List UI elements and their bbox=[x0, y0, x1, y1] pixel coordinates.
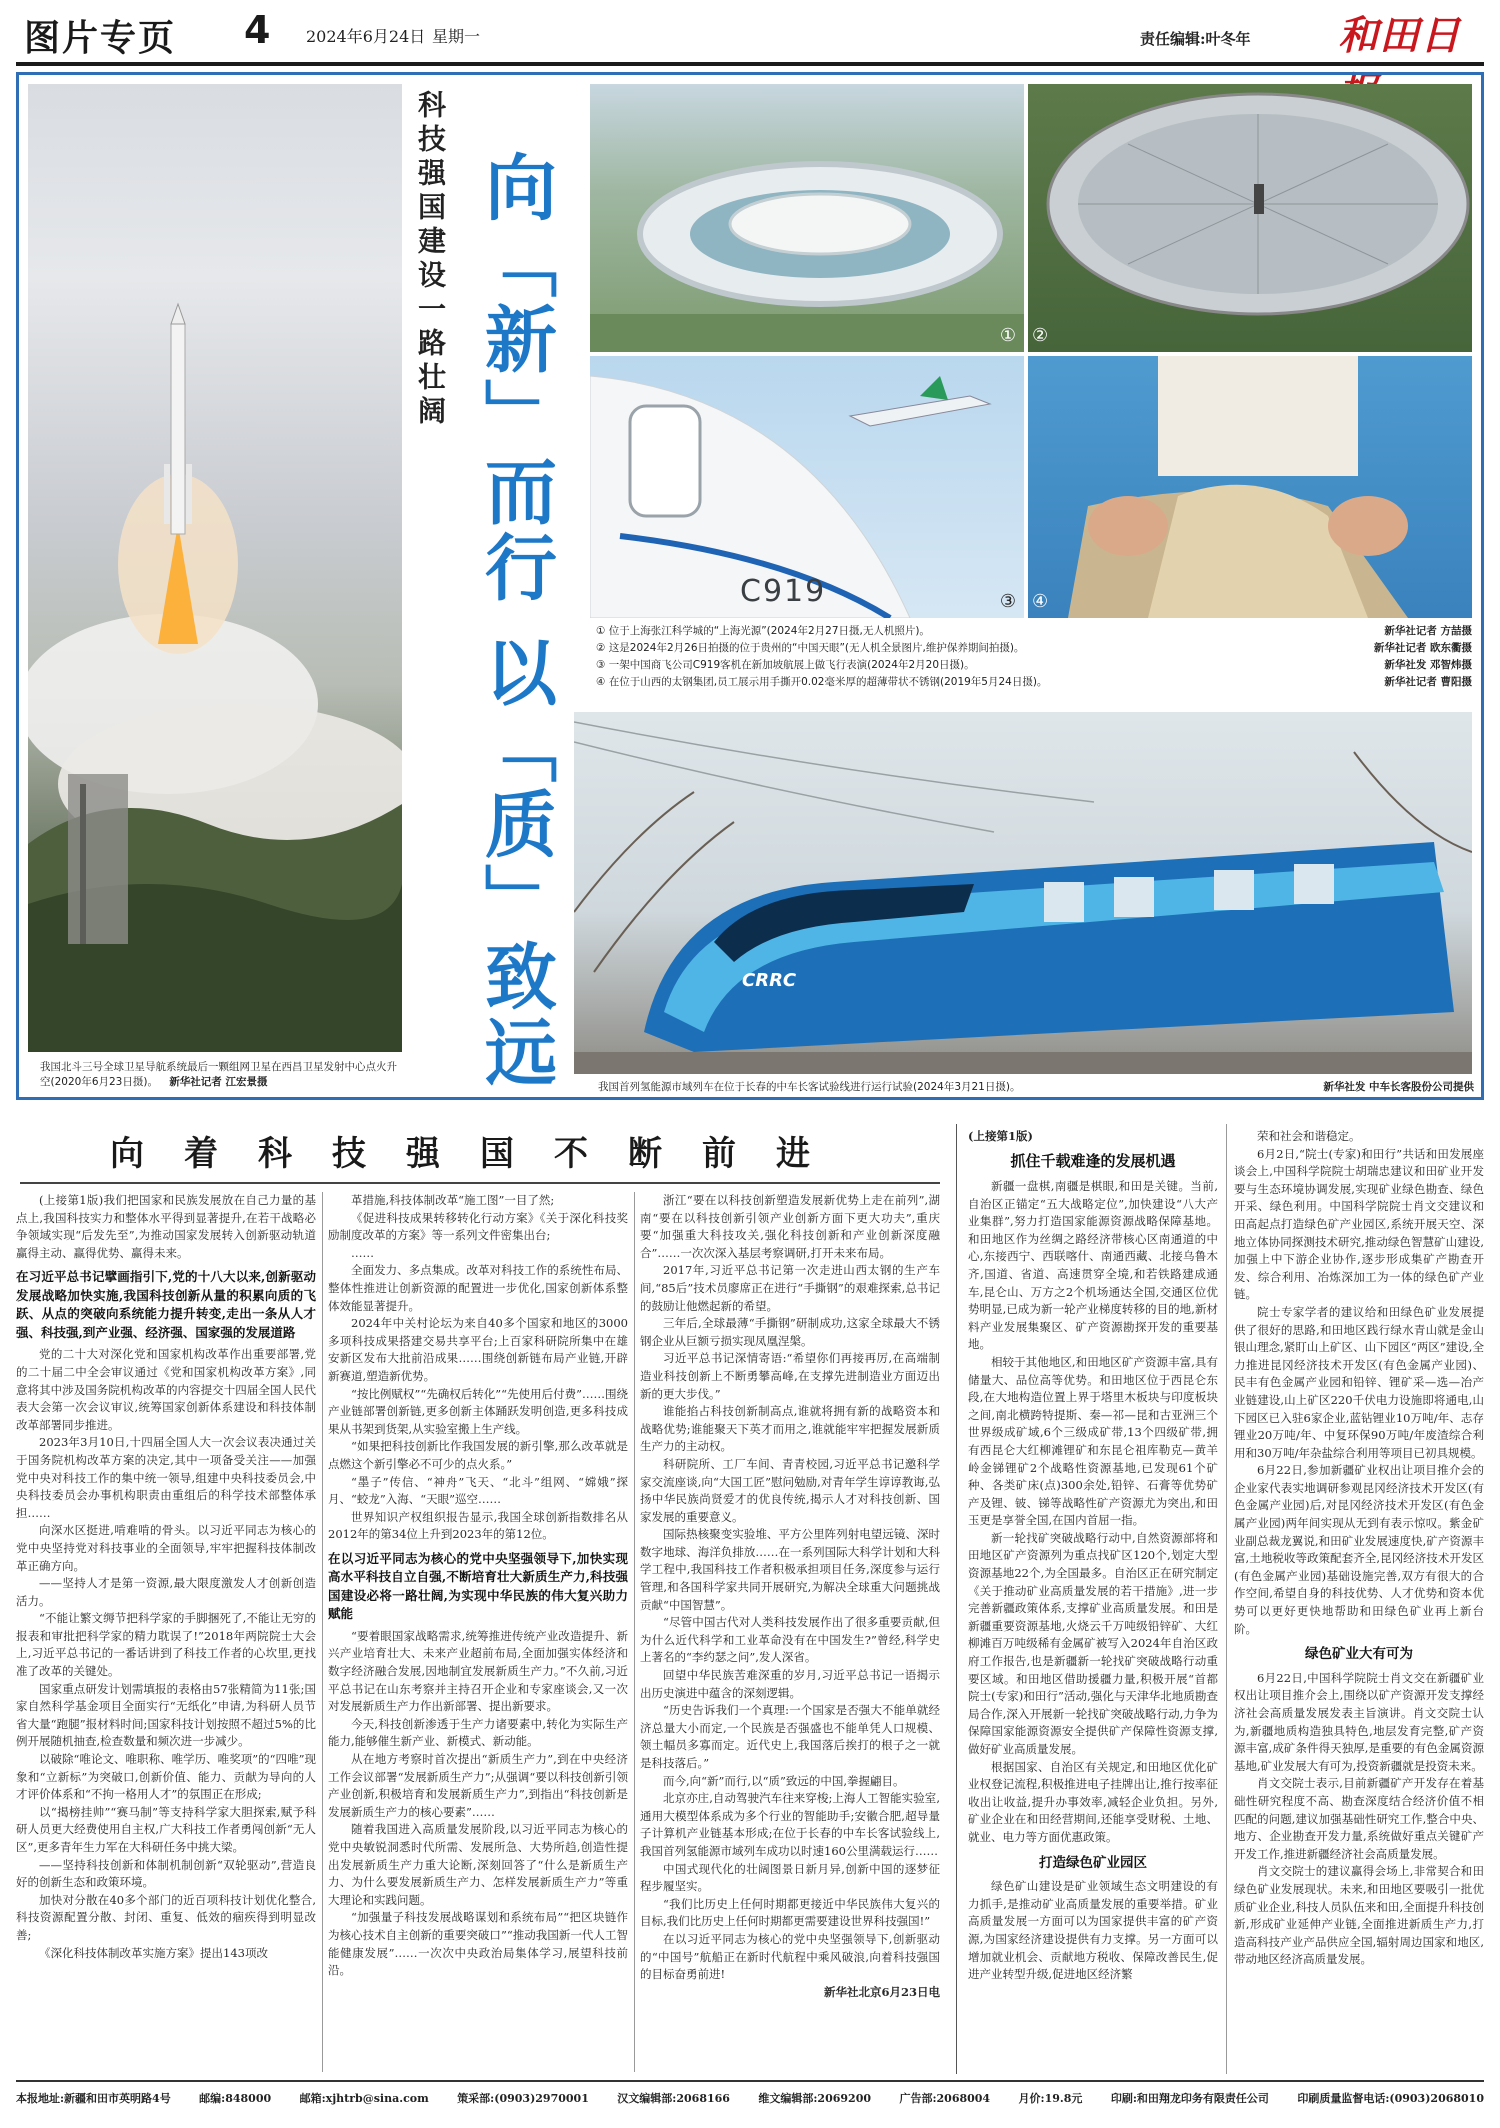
side-title: 科技强国建设一路壮阔 bbox=[414, 90, 447, 430]
paragraph: 2023年3月10日,十四届全国人大一次会议表决通过关于国务院机构改革方案的决定,其中一项备受关注——加强党中央对科技工作的集中统一领导,组建中央科技委员会,中央科技委员会办事机构职责由重组后的科学技术部整体承担…… bbox=[16, 1435, 316, 1520]
subheading: 在习近平总书记擘画指引下,党的十八大以来,创新驱动发展战略加快实施,我国科技创新从量的积累向质的飞跃、从点的突破向系统能力提升转变,走出一条从人才强、科技强,到产业强、经济强、国家强的发展道路 bbox=[16, 1269, 316, 1340]
column-divider bbox=[634, 1192, 635, 2072]
photo-hand-torn-steel bbox=[1028, 356, 1472, 618]
paragraph: 新一轮找矿突破战略行动中,自然资源部将和田地区矿产资源列为重点找矿区120个,划定大型资源基地22个,为全国最多。自治区正在研究制定《关于推动矿业高质量发展的若干措施》,进一步完善新疆政策体系,支撑矿业高质量发展。和田是新疆重要资源基地,火烧云千万吨级铅锌矿、大红柳滩百万吨级稀有金属矿被写入2024年自治区政府工作报告,也是新疆新一轮找矿突破战略行动重要区域。和田地区借助援疆力量,积极开展“首都院士(专家)和田行”活动,强化与天津华北地质勘查局合作,深入开展新一轮找矿突破战略行动,力争为保障国家能源资源安全提供矿产保障性资源支撑,做好矿业高质量发展。 bbox=[968, 1530, 1218, 1756]
paragraph: 加快对分散在40多个部门的近百项科技计划优化整合,科技资源配置分散、封闭、重复、低效的痼疾得到明显改善; bbox=[16, 1892, 316, 1942]
paragraph: “按比例赋权”“先确权后转化”“先使用后付费”……围绕产业链部署创新链,更多创新主体踊跃发明创造,更多科技成果从书架到货架,从实验室搬上生产线。 bbox=[328, 1386, 628, 1436]
newspaper-logo: 和田日 bbox=[1338, 12, 1461, 59]
paragraph: “尽管中国古代对人类科技发展作出了很多重要贡献,但为什么近代科学和工业革命没有在中国发生?”曾经,科学史上著名的“李约瑟之问”,发人深省。 bbox=[640, 1615, 940, 1665]
footer-item: 本报地址:新疆和田市英明路4号 bbox=[16, 2092, 171, 2105]
paragraph: “我们比历史上任何时期都更接近中华民族伟大复兴的目标,我们比历史上任何时期都更需要建设世界科技强国!” bbox=[640, 1896, 940, 1929]
paragraph: ——坚持人才是第一资源,最大限度激发人才创新创造活力。 bbox=[16, 1576, 316, 1608]
paragraph: (上接第1版)我们把国家和民族发展放在自己力量的基点上,我国科技实力和整体水平得到显著提升,在若干战略必争领域实现“后发先至”,为推动国家发展转入创新驱动轨道赢得主动、赢得优势、赢得未来。 bbox=[16, 1193, 316, 1260]
paragraph: 荣和社会和谐稳定。 bbox=[1257, 1129, 1361, 1143]
caption-row-2: ② 这是2024年2月26日拍摄的位于贵州的“中国天眼”(无人机全景图片,维护保养期间拍摄)。 新华社记者 欧东衢摄 bbox=[596, 642, 1472, 654]
caption-text-4: 在位于山西的太钢集团,员工展示用手撕开0.02毫米厚的超薄带状不锈钢(2019年5月24日摄)。 bbox=[608, 676, 1048, 688]
paragraph: 肖文交院士的建议赢得会场上,非常契合和田绿色矿业发展现状。未来,和田地区要吸引一批优质矿业企业,科技人员队伍来和田,全面提升科技创新,形成矿业延伸产业链,全面推进新质生产力,打造高科技产业产品供应全国,辐射周边国家和地区,带动地区经济高质量发展。 bbox=[1234, 1864, 1484, 1967]
caption-credit-4: 新华社记者 曹阳摄 bbox=[1384, 676, 1472, 688]
subheading: 在以习近平同志为核心的党中央坚强领导下,加快实现高水平科技自立自强,不断培育壮大新质生产力,科技强国建设必将一路壮阔,为实现中华民族的伟大复兴助力赋能 bbox=[328, 1550, 628, 1622]
issue-date: 2024年6月24日 bbox=[306, 27, 426, 46]
header-rule bbox=[16, 62, 1484, 66]
footer-item: 策采部:(0903)2970001 bbox=[457, 2092, 589, 2105]
paragraph: 绿色矿山建设是矿业领域生态文明建设的有力抓手,是推动矿业高质量发展的重要举措。矿业高质量发展一方面可以为国家提供丰富的矿产资源,为国家经济建设提供有力支撑。另一方面可以增加就业机会、贡献地方税收、保障改善民生,促进产业转型升级,促进地区经济繁 bbox=[968, 1879, 1218, 1982]
footer-item: 维文编辑部:2069200 bbox=[758, 2092, 872, 2105]
article1-title: 向着科技强国不断前进 bbox=[110, 1134, 850, 1174]
article2-title: 抓住千载难逢的发展机遇 bbox=[1010, 1152, 1176, 1170]
paragraph: 革措施,科技体制改革“施工图”一目了然; bbox=[351, 1193, 555, 1207]
editor: 责任编辑:叶冬年 bbox=[1140, 30, 1251, 48]
paragraph: 国家重点研发计划需填报的表格由57张精简为11张;国家自然科学基金项目全面实行“无纸化”申请,为科研人员节省大量“跑腿”报材料时间;国家科技计划按照不超过5%的比例开展随机抽查,检查数量和频次进一步减少。 bbox=[16, 1681, 316, 1749]
footer-item: 印刷:和田翔龙印务有限责任公司 bbox=[1110, 2092, 1269, 2105]
paragraph: 全面发力、多点集成。改革对科技工作的系统性布局、整体性推进让创新资源的配置进一步优化,国家创新体系整体效能显著提升。 bbox=[328, 1263, 628, 1313]
paragraph: 谁能掐占科技创新制高点,谁就将拥有新的战略资本和战略优势;谁能聚天下英才而用之,谁就能牢牢把握发展新质生产力的主动权。 bbox=[640, 1404, 940, 1454]
paragraph: 《深化科技体制改革实施方案》提出143项改 bbox=[39, 1945, 268, 1960]
caption-text-3: 一架中国商飞公司C919客机在新加坡航展上做飞行表演(2024年2月20日摄)。 bbox=[608, 659, 975, 671]
page-footer bbox=[16, 2090, 1484, 2114]
footer-item: 邮箱:xjhtrb@sina.com bbox=[299, 2092, 429, 2105]
caption-credit-2: 新华社记者 欧东衢摄 bbox=[1373, 642, 1472, 654]
paragraph: 国际热核聚变实验堆、平方公里阵列射电望远镜、深时数字地球、海洋负排放……在一系列国际大科学计划和大科学工程中,我国科技工作者积极承担项目任务,深度参与运行管理,和各国科学家共同开展研究,为解决全球重大问题挑战贡献“中国智慧”。 bbox=[640, 1527, 940, 1612]
caption-text-2: 这是2024年2月26日拍摄的位于贵州的“中国天眼”(无人机全景图片,维护保养期间拍摄)。 bbox=[608, 642, 1025, 654]
article1-col3 bbox=[640, 1192, 940, 2072]
paragraph: 以“揭榜挂帅”“赛马制”等支持科学家大胆探索,赋予科研人员更大经费使用自主权,广大科技工作者勇闯创新“无人区”,更多青年生力军在大科研任务中挑大梁。 bbox=[16, 1804, 316, 1854]
footer-item: 广告部:2068004 bbox=[899, 2092, 991, 2105]
paragraph: “不能让繁文缛节把科学家的手脚捆死了,不能让无穷的报表和审批把科学家的精力耽误了!”2018年两院院士大会上,习近平总书记的一番话讲到了科技工作者的心坎里,更找准了改革的关键处。 bbox=[16, 1611, 316, 1679]
photo-hydrogen-train bbox=[574, 712, 1472, 1074]
paragraph: …… bbox=[351, 1245, 374, 1260]
photo-captions bbox=[596, 624, 1472, 692]
photo-number-4: ④ bbox=[1032, 591, 1049, 612]
caption-row-4: ④ 在位于山西的太钢集团,员工展示用手撕开0.02毫米厚的超薄带状不锈钢(2019年5月24日摄)。 新华社记者 曹阳摄 bbox=[596, 676, 1472, 688]
column-divider bbox=[956, 1124, 957, 2074]
photo-number-1: ① bbox=[999, 325, 1016, 346]
paragraph: 中国式现代化的壮阔图景日新月异,创新中国的逐梦征程步履坚实。 bbox=[640, 1861, 940, 1894]
article2-col2 bbox=[1234, 1128, 1484, 2072]
paragraph: 北京亦庄,自动驾驶汽车往来穿梭;上海人工智能实验室,通用大模型体系成为多个行业的智能助手;安徽合肥,超导量子计算机产业链基本形成;在位于长春的中车长客试验线上,我国首列氢能源市域列车成功以时速160公里满载运行…… bbox=[640, 1791, 940, 1858]
footer-item: 邮编:848000 bbox=[199, 2092, 272, 2105]
section-heading: 打造绿色矿业园区 bbox=[1039, 1854, 1147, 1871]
paragraph: 新疆一盘棋,南疆是棋眼,和田是关键。当前,自治区正锚定“五大战略定位”,加快建设“八大产业集群”,努力打造国家能源资源战略保障基地。和田地区作为丝绸之路经济带核心区南通道的中心,东接西宁、西联喀什、南通西藏、北接乌鲁木齐,国道、省道、高速贯穿全境,和若铁路建成通车,昆仑山、万方之2个机场通达全国,交通区位优势明显,已成为新一轮产业梯度转移的目的地,新材料产业发展集聚区、矿产资源勘探开发的重要基地。 bbox=[968, 1179, 1218, 1352]
paragraph: 相较于其他地区,和田地区矿产资源丰富,具有储量大、品位高等优势。和田地区位于西昆仑东段,在大地构造位置上界于塔里木板块与印度板块之间,南北横跨特提斯、秦—祁—昆和古亚洲三个世界级成矿域,6个三级成矿带,13个四级矿带,拥有西昆仑大红柳滩锂矿和东昆仑祖库勒克—黄羊岭金锑锂矿2个战略性资源基地,已发现61个矿种、各类矿床(点)300余处,铅锌、石膏等优势矿产及锂、铍、锑等战略性矿产资源尤为突出,和田玉更是享誉全国,在国内首屈一指。 bbox=[968, 1354, 1218, 1528]
page-number: 4 bbox=[244, 8, 271, 52]
paragraph: “如果把科技创新比作我国发展的新引擎,那么改革就是点燃这个新引擎必不可少的点火系。” bbox=[328, 1439, 628, 1471]
photo-c919 bbox=[590, 356, 1024, 618]
rocket-photo bbox=[28, 84, 402, 1052]
paragraph: 习近平总书记深情寄语:“希望你们再接再厉,在高端制造业科技创新上不断勇攀高峰,在支撑先进制造业方面迈出新的更大步伐。” bbox=[640, 1351, 940, 1401]
caption-credit-3: 新华社发 邓智炜摄 bbox=[1384, 659, 1472, 671]
main-title: 向「新」而行 以「质」致远 bbox=[473, 150, 558, 1092]
paragraph: 根据国家、自治区有关规定,和田地区优化矿业权登记流程,积极推进电子挂牌出让,推行按率征收出让收益,提升办事效率,减轻企业负担。另外,矿业企业在和田经营期间,还能享受财税、土地、就业、电力等方面优惠政策。 bbox=[968, 1759, 1218, 1844]
paragraph: 2017年,习近平总书记第一次走进山西太钢的生产车间,“85后”技术员廖席正在进行“手撕钢”的艰难探索,总书记的鼓励让他燃起新的希望。 bbox=[640, 1263, 940, 1313]
photo-shanghai-light-source bbox=[590, 84, 1024, 352]
paragraph: “墨子”传信、“神舟”飞天、“北斗”组网、“嫦娥”探月、“蛟龙”入海、“天眼”巡空…… bbox=[328, 1474, 628, 1507]
train-caption-text: 我国首列氢能源市域列车在位于长春的中车长客试验线进行运行试验(2024年3月21日摄)。 bbox=[598, 1081, 1021, 1093]
paragraph: 随着我国进入高质量发展阶段,以习近平同志为核心的党中央敏锐洞悉时代所需、发展所急、大势所趋,创造性提出发展新质生产力重大论断,深刻回答了“什么是新质生产力、为什么要发展新质生产力、怎样发展新质生产力”等重大理论和实践问题。 bbox=[328, 1822, 628, 1907]
page-header bbox=[0, 0, 1500, 62]
paragraph: 而今,向“新”而行,以“质”致远的中国,拳握翩目。 bbox=[663, 1773, 905, 1788]
weekday: 星期一 bbox=[432, 27, 481, 46]
column-divider bbox=[322, 1192, 323, 2072]
train-credit: 新华社发 中车长客股份公司提供 bbox=[1323, 1081, 1474, 1093]
paragraph: 党的二十大对深化党和国家机构改革作出重要部署,党的二十届二中全会审议通过《党和国家机构改革方案》,同意将其中涉及国务院机构改革的内容提交十四届全国人民代表大会第一次会议审议,统筹国家创新体系建设和科技体制改革部署同步推进。 bbox=[16, 1347, 316, 1432]
dateline: 新华社北京6月23日电 bbox=[823, 1984, 940, 1999]
footer-item: 月价:19.8元 bbox=[1018, 2092, 1083, 2105]
caption-text-1: 位于上海张江科学城的“上海光源”(2024年2月27日摄,无人机照片)。 bbox=[608, 625, 930, 637]
paragraph: 向深水区挺进,啃难啃的骨头。以习近平同志为核心的党中央坚持党对科技事业的全面领导,牢牢把握科技体制改革正确方向。 bbox=[16, 1523, 316, 1573]
paragraph: 浙江“要在以科技创新塑造发展新优势上走在前列”,湖南“要在以科技创新引领产业创新方面下更大功夫”,重庆要“加强重大科技攻关,强化科技创新和产业创新深度融合”……一次次深入基层考察调研,打开未来布局。 bbox=[640, 1193, 940, 1260]
footer-item: 印刷质量监督电话:(0903)2068010 bbox=[1297, 2092, 1484, 2105]
paragraph: 肖文交院士表示,目前新疆矿产开发存在着基础性研究程度不高、勘查深度结合经济价值不相匹配的问题,建议加强基础性研究工作,整合中央、地方、企业勘查开发力量,系统做好重点关键矿产开发工作,推进新疆经济社会高质量发展。 bbox=[1234, 1776, 1484, 1861]
article2-col1 bbox=[968, 1178, 1218, 2072]
caption-row-1: ① 位于上海张江科学城的“上海光源”(2024年2月27日摄,无人机照片)。 新华社记者 方喆摄 bbox=[596, 625, 1472, 637]
rocket-caption bbox=[40, 1060, 400, 1090]
train-caption bbox=[598, 1080, 1474, 1095]
photo-number-2: ② bbox=[1032, 325, 1049, 346]
paragraph: 从在地方考察时首次提出“新质生产力”,到在中央经济工作会议部署“发展新质生产力”;从强调“要以科技创新引领产业创新,积极培育和发展新质生产力”,到指出“科技创新是发展新质生产力的核心要素”…… bbox=[328, 1752, 628, 1819]
paragraph: ——坚持科技创新和体制机制创新“双轮驱动”,营造良好的创新生态和政策环境。 bbox=[16, 1857, 316, 1890]
paragraph: 6月2日,“院士(专家)和田行”共话和田发展座谈会上,中国科学院院士胡瑞忠建议和田矿业开发要与生态环境协调发展,实现矿业绿色勘查、绿色开采、绿色利用。中国科学院院士肖文交建议和田高起点打造绿色矿产业园区,系统开展天空、深地立体协同探测技术研究,推动绿色智慧矿山建设,加强上中下游企业协作,逐步形成集矿产勘查开发、综合利用、冶炼深加工为一体的绿色矿产业链。 bbox=[1234, 1146, 1484, 1302]
paragraph: 6月22日,中国科学院院士肖文交在新疆矿业权出让项目推介会上,围绕以矿产资源开发支撑经济社会高质量发展发表主旨演讲。肖文交院士认为,新疆地质构造独具特色,地层发育完整,矿产资源丰富,成矿条件得天独厚,是重要的有色金属资源基地,矿业发展大有可为,投资新疆就是投资未来。 bbox=[1234, 1670, 1484, 1773]
footer-rule bbox=[16, 2080, 1484, 2082]
paragraph: 三年后,全球最薄“手撕钢”研制成功,这家全球最大不锈钢企业从巨额亏损实现凤凰涅槃。 bbox=[640, 1316, 940, 1348]
paragraph: 今天,科技创新渗透于生产力诸要素中,转化为实际生产能力,能够催生新产业、新模式、新动能。 bbox=[328, 1716, 628, 1749]
paragraph: “历史告诉我们一个真理:一个国家是否强大不能单就经济总量大小而定,一个民族是否强盛也不能单凭人口规模、领土幅员多寡而定。近代史上,我国落后挨打的根子之一就是科技落后。” bbox=[640, 1703, 940, 1770]
rocket-caption-text: 我国北斗三号全球卫星导航系统最后一颗组网卫星在西昌卫星发射中心点火升空(2020年6月23日摄)。 bbox=[40, 1061, 397, 1088]
section-heading: 绿色矿业大有可为 bbox=[1305, 1646, 1413, 1663]
paragraph: 在以习近平同志为核心的党中央坚强领导下,创新驱动的“中国号”航船正在新时代航程中乘风破浪,向着科技强国的目标奋勇前进! bbox=[640, 1931, 940, 1982]
paragraph: 院士专家学者的建议给和田绿色矿业发展提供了很好的思路,和田地区践行绿水青山就是金山银山理念,紧盯山上矿区、山下园区“两区”建设,全力推进昆冈经济技术开发区(有色金属产业园)、民丰有色金属产业园和铅锌、锂矿采—选—冶产业链建设,山上矿区220千伏电力设施即将通电,山下园区已入驻6家企业,蓝钻锂业10万吨/年、志存锂业20万吨/年、中复环保90万吨/年废渣综合利用和30万吨/年杂盐综合利用等项目已初具规模。 bbox=[1234, 1304, 1484, 1460]
photo-china-sky-eye bbox=[1028, 84, 1472, 352]
paragraph: “要着眼国家战略需求,统筹推进传统产业改造提升、新兴产业培育壮大、未来产业超前布局,全面加强实体经济和数字经济融合发展,因地制宜发展新质生产力。”不久前,习近平总书记在山东考察并主持召开企业和专家座谈会,又一次对发展新质生产力作出新部署、提出新要求。 bbox=[328, 1628, 628, 1714]
article1-col1 bbox=[16, 1192, 316, 2072]
article2-upper-note: (上接第1版) bbox=[968, 1129, 1033, 1143]
paragraph: 6月22日,参加新疆矿业权出让项目推介会的企业家代表实地调研参观昆冈经济技术开发区(有色金属产业园)后,对昆冈经济技术开发区(有色金属产业园)两年间实现从无到有表示惊叹。紫金矿业副总裁龙翼说,和田矿业发展速度快,矿产资源丰富,土地税收等政策配套齐全,昆冈经济技术开发区(有色金属产业园)基础设施完善,双方有很大的合作空间,希望自身的科技优势、人才优势和资本优势可以更好更快地帮助和田绿色矿业再上新台阶。 bbox=[1234, 1463, 1484, 1636]
caption-credit-1: 新华社记者 方喆摄 bbox=[1384, 625, 1472, 637]
rocket-illustration bbox=[28, 84, 402, 1052]
paragraph: 《促进科技成果转移转化行动方案》《关于深化科技奖励制度改革的方案》等一系列文件密集出台; bbox=[328, 1210, 628, 1243]
paragraph: 世界知识产权组织报告显示,我国全球创新指数排名从2012年的第34位上升到2023年的第12位。 bbox=[328, 1509, 628, 1542]
paragraph: “加强量子科技发展战略谋划和系统布局”“把区块链作为核心技术自主创新的重要突破口”“推动我国新一代人工智能健康发展”……一次次中央政治局集体学习,展望科技前沿。 bbox=[328, 1910, 628, 1978]
photo-number-3: ③ bbox=[999, 591, 1016, 612]
footer-item: 汉文编辑部:2068166 bbox=[617, 2092, 730, 2105]
paragraph: 2024年中关村论坛为来自40多个国家和地区的3000多项科技成果搭建交易共享平台;上百家科研院所集中在雄安新区发布大批前沿成果……围绕创新链布局产业链,开辟新赛道,塑造新优势。 bbox=[328, 1316, 628, 1383]
paragraph: 以破除“唯论文、唯职称、唯学历、唯奖项”的“四唯”现象和“立新标”为突破口,创新价值、能力、贡献为导向的人才评价体系和“不拘一格用人才”的氛围正在形成; bbox=[16, 1752, 316, 1802]
c919-label: C919 bbox=[740, 574, 827, 609]
crrc-logo: CRRC bbox=[742, 970, 797, 991]
paragraph: 回望中华民族苦难深重的岁月,习近平总书记一语揭示出历史演进中蕴含的深刻逻辑。 bbox=[640, 1668, 940, 1700]
column-divider bbox=[1226, 1124, 1227, 2074]
article1-col2 bbox=[328, 1192, 628, 2072]
rocket-credit: 新华社记者 江宏景摄 bbox=[169, 1076, 268, 1088]
caption-row-3: ③ 一架中国商飞公司C919客机在新加坡航展上做飞行表演(2024年2月20日摄)。 新华社发 邓智炜摄 bbox=[596, 659, 1472, 671]
paragraph: 科研院所、工厂车间、青青校园,习近平总书记邀科学家交流座谈,向“大国工匠”慰问勉励,对青年学生谆谆教诲,弘扬中华民族尚贤爱才的优良传统,揭示人才对科技创新、国家发展的重要意义。 bbox=[640, 1456, 940, 1524]
section-name: 图片专页 bbox=[24, 17, 177, 59]
article1-title-rule bbox=[20, 1182, 940, 1184]
